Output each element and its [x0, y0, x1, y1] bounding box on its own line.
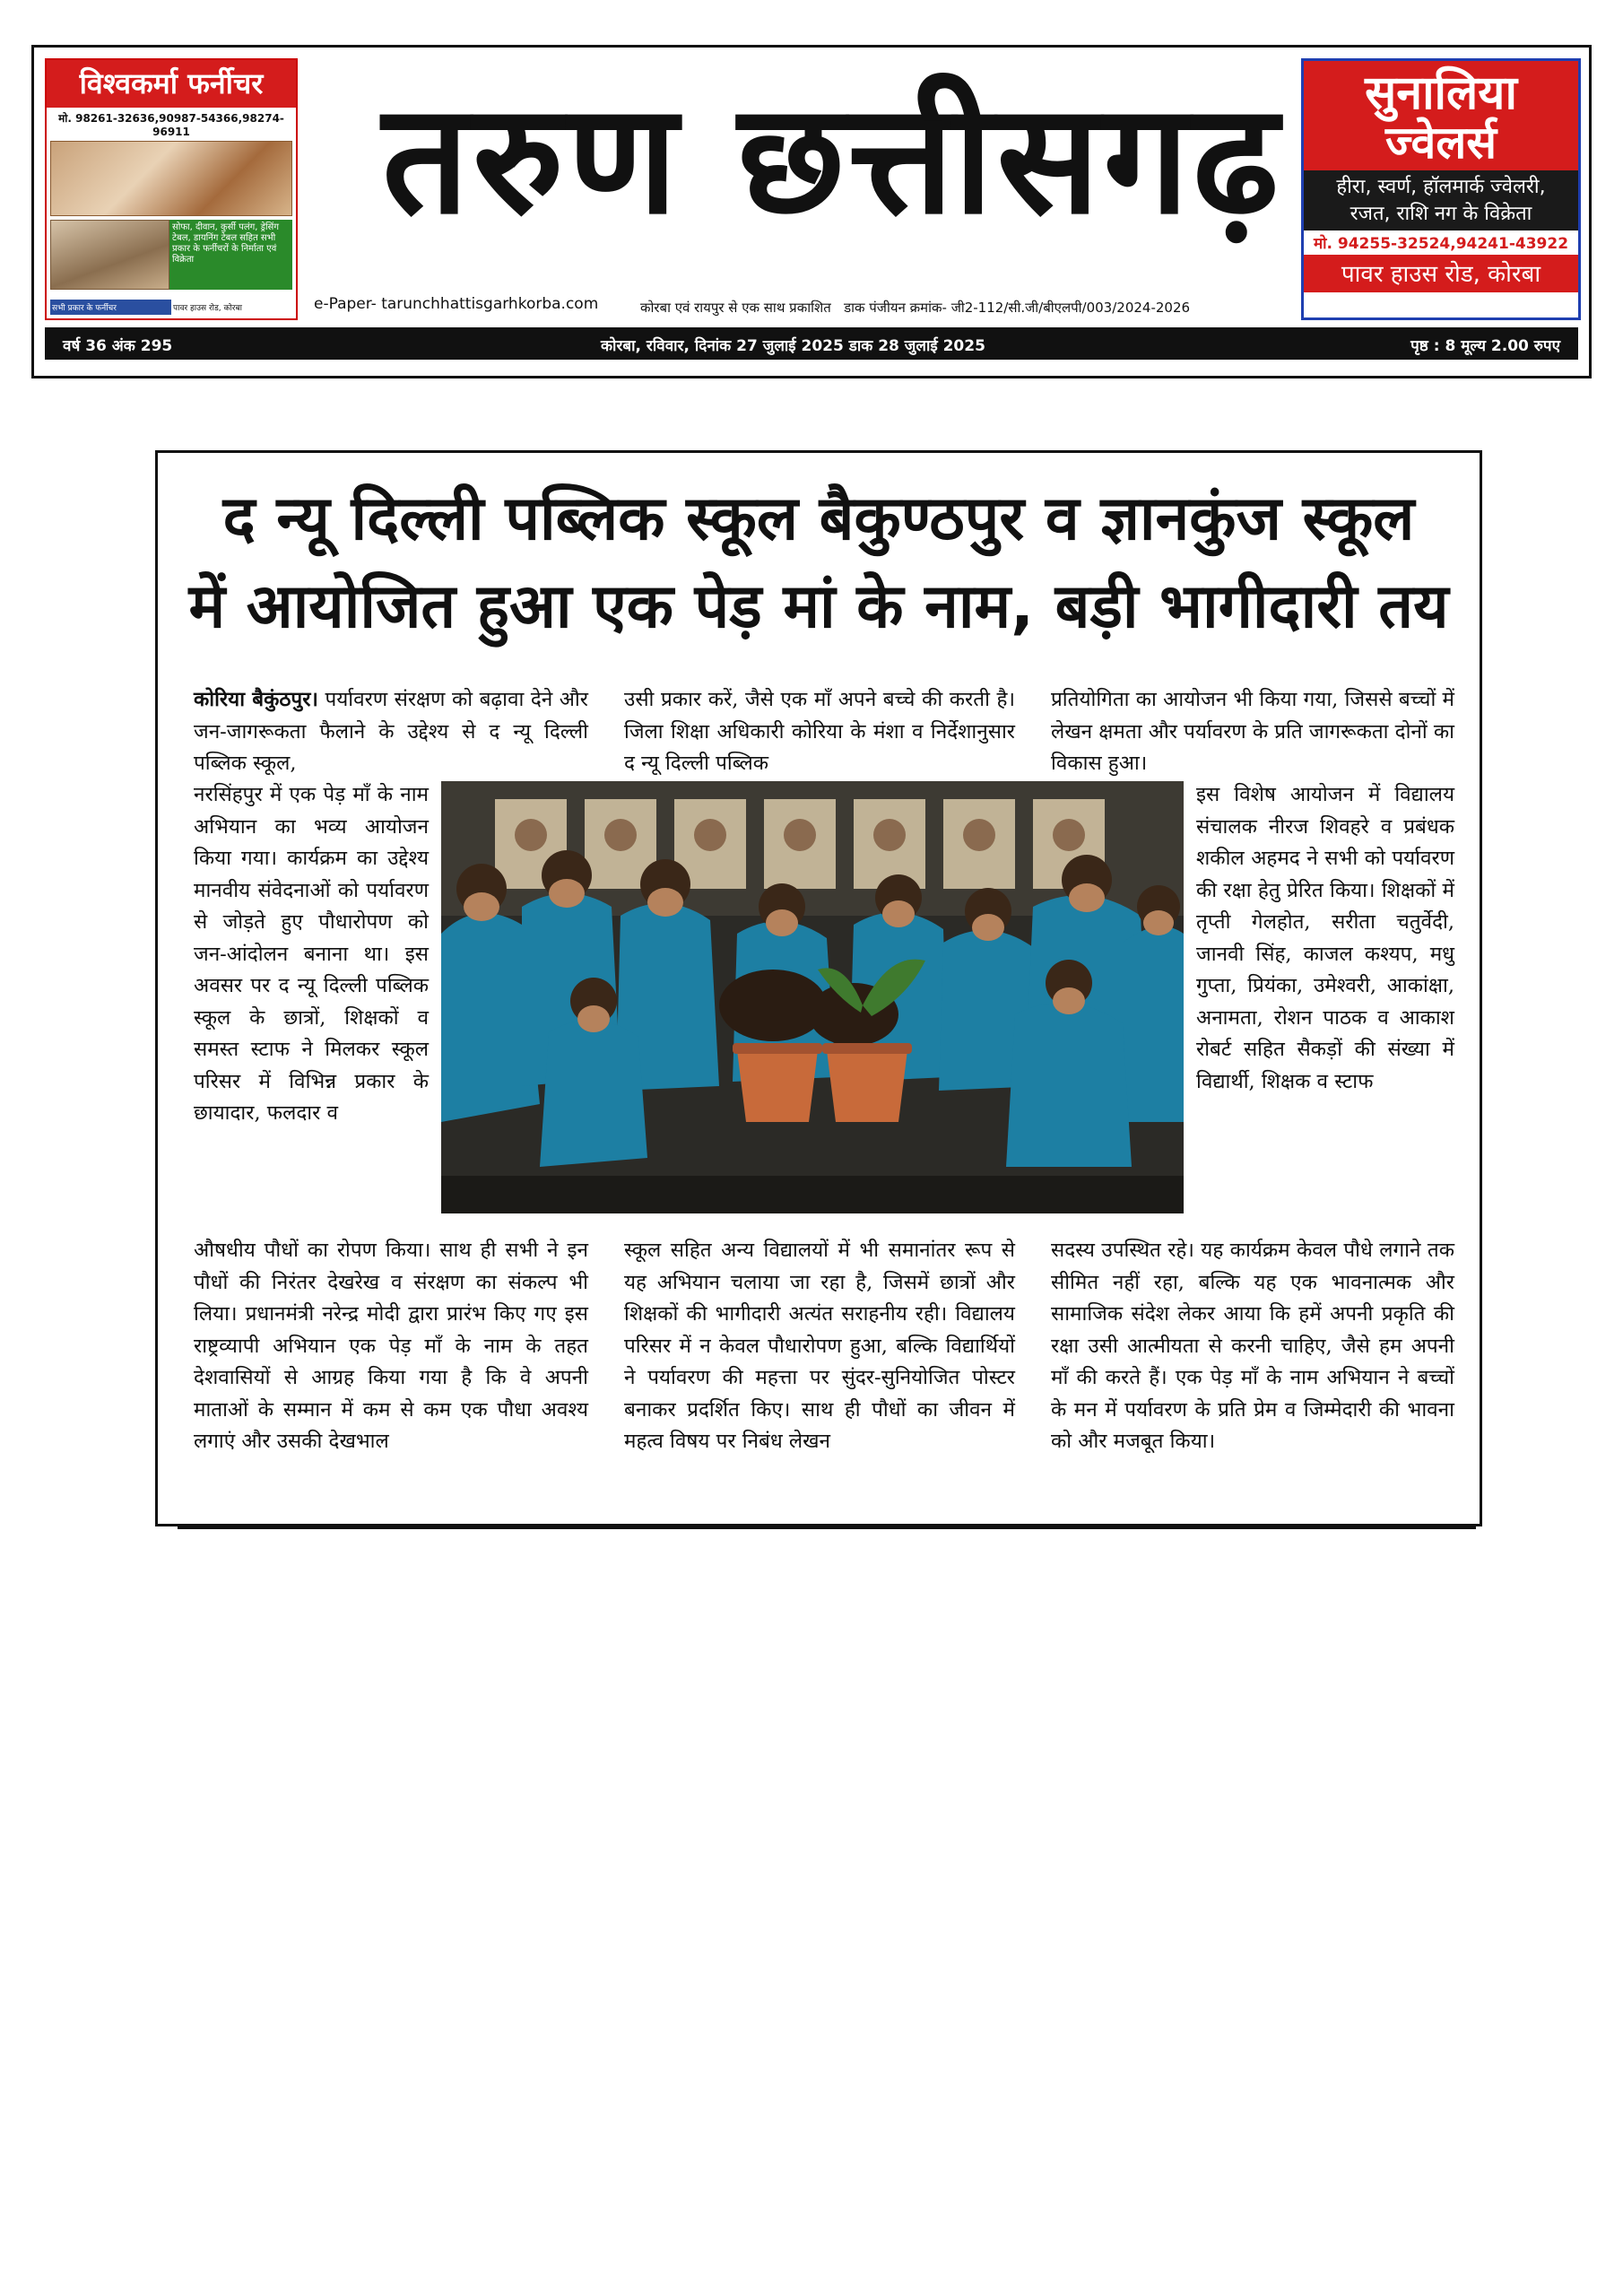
column-c-middle-text: इस विशेष आयोजन में विद्यालय संचालक नीरज शिवहरे व प्रबंधक शकील अहमद ने सभी को पर्यावरण की रक्षा हेतु प्रेरित किया। शिक्षकों में तृप्ती गेलहोत, सरीता चतुर्वेदी, जानवी सिंह, काजल कश्यप, मधु गुप्ता, प्रियंका, उमेश्वरी, आकांक्षा, अनामता, रोशन पाठक व आकाश रोबर्ट सहित सैकड़ों की संख्या में विद्यार्थी, शिक्षक व स्टाफ: [1196, 783, 1454, 1093]
column-b-top: [624, 684, 1015, 780]
dateline-bar: [45, 327, 1578, 360]
postal-registration: डाक पंजीयन क्रमांक- जी2-112/सी.जी/बीएलपी/003/2024-2026: [844, 300, 1191, 316]
jewellers-ad-title-line2: ज्वेलर्स: [1384, 117, 1497, 169]
column-b-top-text: उसी प्रकार करें, जैसे एक माँ अपने बच्चे की करती है। जिला शिक्षा अधिकारी कोरिया के मंशा व निर्देशानुसार द न्यू दिल्ली पब्लिक: [624, 688, 1015, 775]
epaper-link[interactable]: e-Paper- tarunchhattisgarhkorba.com: [314, 295, 599, 313]
plantation-photo: [441, 781, 1184, 1213]
volume-issue: वर्ष 36 अंक 295: [63, 337, 173, 355]
headline-line-1: द न्यू दिल्ली पब्लिक स्कूल बैकुण्ठपुर व ज्ञानकुंज स्कूल: [222, 483, 1415, 554]
jewellers-ad-desc-line1: हीरा, स्वर्ण, हॉलमार्क ज्वेलरी,: [1336, 176, 1546, 198]
furniture-ad-phones: मो. 98261-32636,90987-54366,98274-96911: [47, 108, 296, 141]
article-dateline: कोरिया बैकुंठपुर।: [194, 688, 318, 711]
furniture-ad-footer-right: पावर हाउस रोड, कोरबा: [171, 300, 292, 315]
publication-info: [640, 299, 1190, 317]
issue-date: कोरबा, रविवार, दिनांक 27 जुलाई 2025 डाक 28 जुलाई 2025: [601, 337, 985, 355]
furniture-ad-text: सोफा, दीवान, कुर्सी पलंग, ड्रेसिंग टेबल, डायनिंग टेबल सहित सभी प्रकार के फर्नीचरों के निर्माता एवं विक्रेता: [169, 220, 292, 290]
column-a-bottom-text: औषधीय पौधों का रोपण किया। साथ ही सभी ने इन पौधों की निरंतर देखरेख व संरक्षण का संकल्प भी लिया। प्रधानमंत्री नरेन्द्र मोदी द्वारा प्रारंभ किए गए इस राष्ट्रव्यापी अभियान एक पेड़ माँ के नाम के तहत देशवासियों से आग्रह किया गया है कि वे अपनी माताओं के सम्मान में कम से कम एक पौधा अवश्य लगाएं और उसकी देखभाल: [194, 1239, 588, 1453]
jewellers-ad-address: पावर हाउस रोड, कोरबा: [1304, 255, 1578, 292]
masthead: [31, 45, 1592, 378]
jewellers-ad-description: [1304, 170, 1578, 230]
photo-students-planting: [441, 781, 1184, 1213]
column-c-bottom-text: सदस्य उपस्थित रहे। यह कार्यक्रम केवल पौधे लगाने तक सीमित नहीं रहा, बल्कि यह एक भावनात्मक और सामाजिक संदेश लेकर आया कि हमें अपनी प्रकृति की रक्षा उसी आत्मीयता से करनी चाहिए, जैसे हम अपनी माँ की करते हैं। एक पेड़ माँ के नाम अभियान ने बच्चों के मन में पर्यावरण के प्रति प्रेम व जिम्मेदारी की भावना को और मजबूत किया।: [1051, 1239, 1454, 1453]
column-a-middle-text: नरसिंहपुर में एक पेड़ माँ के नाम अभियान का भव्य आयोजन किया गया। कार्यक्रम का उद्देश्य मानवीय संवेदनाओं को पर्यावरण से जोड़ते हुए पौधारोपण को जन-आंदोलन बनाना था। इस अवसर पर द न्यू दिल्ली पब्लिक स्कूल के छात्रों, शिक्षकों व समस्त स्टाफ ने मिलकर स्कूल परिसर में विभिन्न प्रकार के छायादार, फलदार व: [194, 783, 429, 1125]
column-c-top-text: प्रतियोगिता का आयोजन भी किया गया, जिससे बच्चों में लेखन क्षमता और पर्यावरण के प्रति जागरूकता दोनों का विकास हुआ।: [1051, 688, 1454, 775]
jewellers-ad-title: [1304, 61, 1578, 170]
published-cities: कोरबा एवं रायपुर से एक साथ प्रकाशित: [640, 300, 831, 316]
news-article: [155, 450, 1482, 1526]
furniture-ad-footer-left: सभी प्रकार के फर्नीचर: [50, 300, 171, 315]
column-a-bottom: [194, 1235, 588, 1458]
column-b-bottom: [624, 1235, 1015, 1458]
column-a-middle: [194, 779, 429, 1130]
headline-line-2: में आयोजित हुआ एक पेड़ मां के नाम, बड़ी भागीदारी तय: [188, 571, 1449, 642]
column-c-bottom: [1051, 1235, 1454, 1458]
column-c-middle: [1196, 779, 1454, 1098]
furniture-advertisement: [45, 58, 298, 320]
furniture-ad-title: विश्वकर्मा फर्नीचर: [47, 60, 296, 108]
jewellers-ad-phones: मो. 94255-32524,94241-43922: [1304, 230, 1578, 255]
pages-price: पृष्ठ : 8 मूल्य 2.00 रुपए: [1410, 337, 1560, 355]
column-a-top-text: पर्यावरण संरक्षण को बढ़ावा देने और जन-जागरूकता फैलाने के उद्देश्य से द न्यू दिल्ली पब्लिक स्कूल,: [194, 688, 588, 775]
column-b-bottom-text: स्कूल सहित अन्य विद्यालयों में भी समानांतर रूप से यह अभियान चलाया जा रहा है, जिसमें छात्रों और शिक्षकों की भागीदारी अत्यंत सराहनीय रही। विद्यालय परिसर में न केवल पौधारोपण हुआ, बल्कि विद्यार्थियों ने पर्यावरण की महत्ता पर सुंदर-सुनियोजित पोस्टर बनाकर प्रदर्शित किए। साथ ही पौधों का जीवन में महत्व विषय पर निबंध लेखन: [624, 1239, 1015, 1453]
column-c-top: [1051, 684, 1454, 780]
jewellers-ad-title-line1: सुनालिया: [1365, 66, 1517, 120]
furniture-bed-image: [50, 141, 292, 216]
jewellers-advertisement: [1301, 58, 1581, 320]
column-a-top: [194, 684, 588, 780]
furniture-sofa-image: [50, 220, 169, 290]
newspaper-title: तरुण छत्तीसगढ़: [382, 71, 1282, 248]
jewellers-ad-desc-line2: रजत, राशि नग के विक्रेता: [1350, 202, 1532, 225]
